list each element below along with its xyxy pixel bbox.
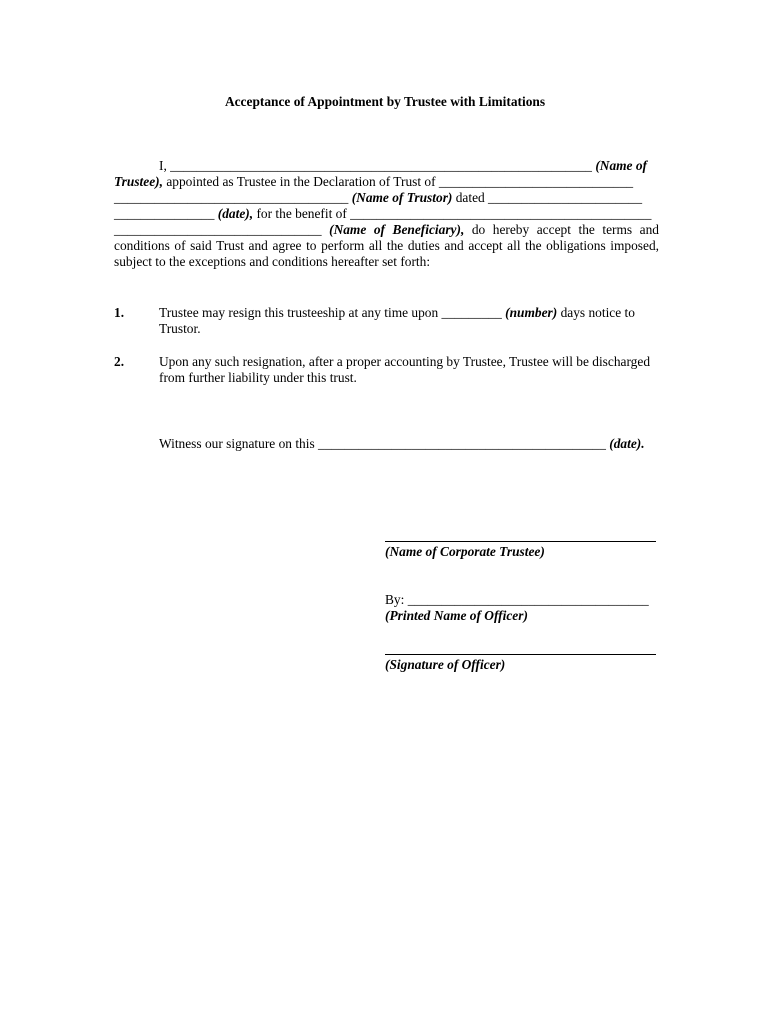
trustee-name-placeholder: (Name of xyxy=(595,158,647,173)
intro-line-4 xyxy=(114,206,659,222)
intro-line-1 xyxy=(114,158,659,174)
corporate-trustee-label: (Name of Corporate Trustee) xyxy=(385,544,545,559)
item-text: Upon any such resignation, after a proper accounting by Trustee, Trustee will be discharged from further liability under this trust. xyxy=(159,354,651,385)
signature-line xyxy=(385,654,656,655)
beneficiary-name-placeholder: (Name of Beneficiary), xyxy=(329,222,465,237)
item-number: 1. xyxy=(114,305,125,320)
witness-date-placeholder: (date). xyxy=(609,436,645,451)
document-title: Acceptance of Appointment by Trustee with Limitations xyxy=(224,94,546,109)
witness-text: Witness our signature on this ___________________________________________ xyxy=(159,436,610,451)
intro-text: _______________ xyxy=(114,206,218,221)
intro-text: ___________________________________ xyxy=(114,190,352,205)
officer-signature-block xyxy=(385,642,657,673)
intro-text: do hereby accept the terms and conditions of said Trust and agree to perform all the duties and accept all the obligations imposed, subject to the exceptions and conditions hereafter set forth: xyxy=(114,222,659,269)
intro-line-5 xyxy=(114,222,659,270)
date-placeholder: (date), xyxy=(217,206,254,221)
signature-line xyxy=(385,541,656,542)
intro-text: for the benefit of _____________________________________________ xyxy=(253,206,652,221)
item-text: Trustee may resign this trusteeship at any time upon _________ (number) days notice to Trustor. xyxy=(159,305,635,336)
intro-text: appointed as Trustee in the Declaration of Trust of _____________________________ xyxy=(162,174,634,189)
printed-name-label: (Printed Name of Officer) xyxy=(385,608,528,623)
intro-line-3 xyxy=(114,190,659,206)
trustee-label: Trustee), xyxy=(114,174,163,189)
item-number: 2. xyxy=(114,354,125,369)
corporate-trustee-block xyxy=(385,527,657,560)
intro-text: I, _______________________________________________________________ xyxy=(159,158,596,173)
printed-name-block xyxy=(385,592,657,624)
intro-paragraph xyxy=(114,158,659,270)
witness-line xyxy=(159,436,645,452)
intro-text: dated _______________________ xyxy=(452,190,643,205)
by-line: By: ____________________________________ xyxy=(385,592,649,607)
number-placeholder: (number) xyxy=(505,305,558,320)
officer-signature-label: (Signature of Officer) xyxy=(385,657,506,672)
trustor-name-placeholder: (Name of Trustor) xyxy=(351,190,453,205)
intro-text: _______________________________ xyxy=(114,222,330,237)
intro-line-2 xyxy=(114,174,659,190)
